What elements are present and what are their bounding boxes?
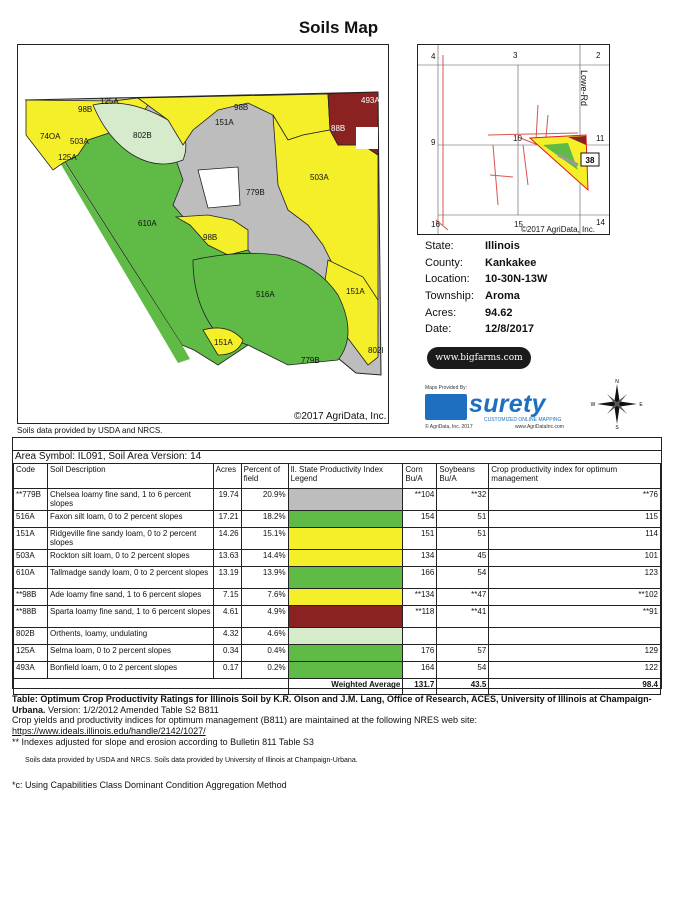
crop-productivity-index: 101 <box>489 550 661 567</box>
legend-swatch <box>288 489 403 511</box>
col-header: Soybeans Bu/A <box>437 464 489 489</box>
table-row <box>14 589 661 606</box>
info-row <box>425 271 547 288</box>
soy-yield: 54 <box>437 662 489 679</box>
percent-of-field: 7.6% <box>241 589 288 606</box>
map-label: 516A <box>256 290 275 299</box>
legend-swatch <box>288 606 403 628</box>
locator-map[interactable] <box>417 44 610 235</box>
info-value: Kankakee <box>485 256 537 269</box>
section-number: 11 <box>596 134 605 143</box>
weighted-label: Weighted Average <box>288 679 403 695</box>
legend-color <box>289 589 403 605</box>
crop-productivity-index <box>489 628 661 645</box>
maps-provided-by: Maps Provided By: <box>425 385 467 391</box>
weighted-soy: 43.5 <box>437 679 489 695</box>
soy-yield: **41 <box>437 606 489 628</box>
col-header: Crop productivity index for optimum management <box>489 464 661 489</box>
soil-description: Bonfield loam, 0 to 2 percent slopes <box>47 662 213 679</box>
legend-color <box>289 662 403 678</box>
legend-color <box>289 550 403 566</box>
col-header: Code <box>14 464 48 489</box>
map-label: 125A <box>100 97 119 106</box>
map-label: 151A <box>214 338 233 347</box>
table-row <box>14 628 661 645</box>
soil-code: **779B <box>14 489 48 511</box>
soil-code: 151A <box>14 528 48 550</box>
corn-yield: 154 <box>403 511 437 528</box>
info-value: 94.62 <box>485 306 513 319</box>
crop-productivity-index: **76 <box>489 489 661 511</box>
info-key: County: <box>425 256 463 269</box>
legend-color <box>289 567 403 588</box>
crop-productivity-index: **102 <box>489 589 661 606</box>
info-row <box>425 321 547 338</box>
map-label: 125A <box>58 153 77 162</box>
location-info <box>425 238 547 338</box>
col-header: Il. State Productivity Index Legend <box>288 464 403 489</box>
soil-code: 610A <box>14 567 48 589</box>
legend-color <box>289 628 403 644</box>
corn-yield: 151 <box>403 528 437 550</box>
map-label: 493A <box>361 96 380 105</box>
soils-table <box>13 463 661 695</box>
corn-yield: **118 <box>403 606 437 628</box>
info-value: 10-30N-13W <box>485 273 548 286</box>
percent-of-field: 0.2% <box>241 662 288 679</box>
weighted-cpi: 98.4 <box>489 679 661 695</box>
compass-w: W <box>590 402 596 408</box>
soil-description: Rockton silt loam, 0 to 2 percent slopes <box>47 550 213 567</box>
weighted-average-row <box>14 679 661 695</box>
info-row <box>425 255 547 272</box>
route-shield: 38 <box>585 156 595 165</box>
page-title: Soils Map <box>298 18 379 37</box>
corn-yield: 176 <box>403 645 437 662</box>
col-header: Acres <box>213 464 241 489</box>
info-key: Acres: <box>425 306 457 319</box>
map-label: 98B <box>203 233 218 242</box>
bigfarms-logo-link[interactable]: www.bigfarms.com <box>427 347 531 369</box>
surety-copyright: © AgriData, Inc. 2017 <box>425 424 473 430</box>
acres: 19.74 <box>213 489 241 511</box>
soy-yield: 54 <box>437 567 489 589</box>
map-label: 802B <box>133 131 152 140</box>
legend-color <box>289 606 403 627</box>
col-header: Percent of field <box>241 464 288 489</box>
percent-of-field: 15.1% <box>241 528 288 550</box>
info-row <box>425 304 547 321</box>
soil-description: Orthents, loamy, undulating <box>47 628 213 645</box>
info-value: Aroma <box>485 290 520 303</box>
table-row <box>14 567 661 589</box>
soil-code: 493A <box>14 662 48 679</box>
section-number: 3 <box>513 51 518 60</box>
weighted-corn: 131.7 <box>403 679 437 695</box>
info-key: State: <box>425 240 454 253</box>
surety-website-link[interactable]: www.AgriDataInc.com <box>515 424 564 430</box>
section-number: 14 <box>596 218 605 227</box>
acres: 17.21 <box>213 511 241 528</box>
section-number: 16 <box>431 220 440 229</box>
map-label: 802I <box>368 346 384 355</box>
section-number: 9 <box>431 138 436 147</box>
info-key: Date: <box>425 323 452 336</box>
info-row <box>425 238 547 255</box>
footer-line: Crop yields and productivity indices for optimum management (B811) are maintained at the following NRES web site: <box>12 715 478 725</box>
acres: 4.32 <box>213 628 241 645</box>
percent-of-field: 4.9% <box>241 606 288 628</box>
soil-code: 125A <box>14 645 48 662</box>
table-row <box>14 606 661 628</box>
nres-link[interactable]: https://www.ideals.illinois.edu/handle/2142/1027/ <box>12 726 206 736</box>
soil-description: Ridgeville fine sandy loam, 0 to 2 percent slopes <box>47 528 213 550</box>
legend-swatch <box>288 528 403 550</box>
corn-yield <box>403 628 437 645</box>
percent-of-field: 18.2% <box>241 511 288 528</box>
compass-rose-icon <box>589 378 645 430</box>
info-value: Illinois <box>485 240 520 253</box>
legend-color <box>289 528 403 549</box>
map-label: 98B <box>234 103 249 112</box>
legend-color <box>289 511 403 527</box>
acres: 14.26 <box>213 528 241 550</box>
map-copyright: ©2017 AgriData, Inc. <box>294 411 387 422</box>
corn-yield: **134 <box>403 589 437 606</box>
acres: 13.19 <box>213 567 241 589</box>
soil-code: 503A <box>14 550 48 567</box>
surety-icon <box>425 394 467 420</box>
col-header: Corn Bu/A <box>403 464 437 489</box>
legend-color <box>289 645 403 661</box>
crop-productivity-index: **91 <box>489 606 661 628</box>
compass-e: E <box>639 402 643 408</box>
percent-of-field: 13.9% <box>241 567 288 589</box>
map-label: 151A <box>215 118 234 127</box>
corn-yield: 134 <box>403 550 437 567</box>
legend-swatch <box>288 645 403 662</box>
locator-copyright: ©2017 AgriData, Inc. <box>521 225 595 234</box>
percent-of-field: 0.4% <box>241 645 288 662</box>
acres: 0.34 <box>213 645 241 662</box>
footer-source: Soils data provided by USDA and NRCS. Soils data provided by University of Illinois at Champaign-Urbana. <box>25 757 358 764</box>
legend-swatch <box>288 589 403 606</box>
table-header-row <box>14 464 661 489</box>
table-row <box>14 511 661 528</box>
soil-code: **98B <box>14 589 48 606</box>
table-row <box>14 662 661 679</box>
map-label: 503A <box>70 137 89 146</box>
section-number: 2 <box>596 51 601 60</box>
crop-productivity-index: 129 <box>489 645 661 662</box>
surety-tagline: CUSTOMIZED ONLINE MAPPING <box>484 417 562 423</box>
soil-description: Selma loam, 0 to 2 percent slopes <box>47 645 213 662</box>
info-value: 12/8/2017 <box>485 323 534 336</box>
soil-code: **88B <box>14 606 48 628</box>
info-row <box>425 288 547 305</box>
crop-productivity-index: 115 <box>489 511 661 528</box>
map-label: 779B <box>246 188 265 197</box>
area-symbol: Area Symbol: IL091, Soil Area Version: 14 <box>13 450 661 463</box>
soil-description: Ade loamy fine sand, 1 to 6 percent slopes <box>47 589 213 606</box>
acres: 4.61 <box>213 606 241 628</box>
map-source-note: Soils data provided by USDA and NRCS. <box>17 426 163 435</box>
legend-swatch <box>288 511 403 528</box>
soil-description: Sparta loamy fine sand, 1 to 6 percent slopes <box>47 606 213 628</box>
soy-yield <box>437 628 489 645</box>
corn-yield: 166 <box>403 567 437 589</box>
soil-code: 516A <box>14 511 48 528</box>
map-label: 151A <box>346 287 365 296</box>
map-label: 88B <box>331 124 346 133</box>
info-key: Location: <box>425 273 470 286</box>
corn-yield: 164 <box>403 662 437 679</box>
map-label: 98B <box>78 105 93 114</box>
acres: 7.15 <box>213 589 241 606</box>
soil-description: Chelsea loamy fine sand, 1 to 6 percent slopes <box>47 489 213 511</box>
soil-code: 802B <box>14 628 48 645</box>
footer-note: *c: Using Capabilities Class Dominant Condition Aggregation Method <box>12 780 287 790</box>
corn-yield: **104 <box>403 489 437 511</box>
soy-yield: 57 <box>437 645 489 662</box>
soy-yield: 45 <box>437 550 489 567</box>
legend-swatch <box>288 628 403 645</box>
table-row <box>14 550 661 567</box>
surety-logo-link[interactable]: surety <box>469 390 546 418</box>
compass-s: S <box>615 425 619 430</box>
map-label: 503A <box>310 173 329 182</box>
col-header: Soil Description <box>47 464 213 489</box>
acres: 0.17 <box>213 662 241 679</box>
crop-productivity-index: 123 <box>489 567 661 589</box>
blank-cell <box>14 679 289 695</box>
soil-description: Faxon silt loam, 0 to 2 percent slopes <box>47 511 213 528</box>
info-key: Township: <box>425 290 474 303</box>
soil-description: Tallmadge sandy loam, 0 to 2 percent slopes <box>47 567 213 589</box>
map-label: 779B <box>301 356 320 365</box>
legend-swatch <box>288 567 403 589</box>
citation-title: Table: Optimum Crop Productivity Ratings for Illinois Soil by K.R. Olson and J.M. Lang, Office of Research, ACES, University of Illinois at Champaign-Urbana. <box>12 694 652 715</box>
legend-swatch <box>288 550 403 567</box>
soils-map-graphic <box>18 45 388 423</box>
table-row <box>14 645 661 662</box>
table-row <box>14 489 661 511</box>
table-row <box>14 528 661 550</box>
road-label: Lowe-Rd <box>579 70 589 107</box>
section-number: 15 <box>514 220 523 229</box>
locator-map-graphic <box>418 45 610 235</box>
table-citation <box>12 694 662 716</box>
legend-color <box>289 489 403 510</box>
soy-yield: **47 <box>437 589 489 606</box>
percent-of-field: 14.4% <box>241 550 288 567</box>
crop-productivity-index: 122 <box>489 662 661 679</box>
compass-n: N <box>615 379 619 385</box>
map-label: 610A <box>138 219 157 228</box>
acres: 13.63 <box>213 550 241 567</box>
section-number: 10 <box>513 134 522 143</box>
soils-table-container <box>12 437 662 689</box>
section-number: 4 <box>431 52 436 61</box>
map-label: 74OA <box>40 132 61 141</box>
footer-line: ** Indexes adjusted for slope and erosion according to Bulletin 811 Table S3 <box>12 737 314 747</box>
soy-yield: 51 <box>437 528 489 550</box>
crop-productivity-index: 114 <box>489 528 661 550</box>
soy-yield: 51 <box>437 511 489 528</box>
citation-version: Version: 1/2/2012 Amended Table S2 B811 <box>45 705 219 715</box>
legend-swatch <box>288 662 403 679</box>
soy-yield: **32 <box>437 489 489 511</box>
percent-of-field: 20.9% <box>241 489 288 511</box>
percent-of-field: 4.6% <box>241 628 288 645</box>
soils-map[interactable] <box>17 44 389 424</box>
